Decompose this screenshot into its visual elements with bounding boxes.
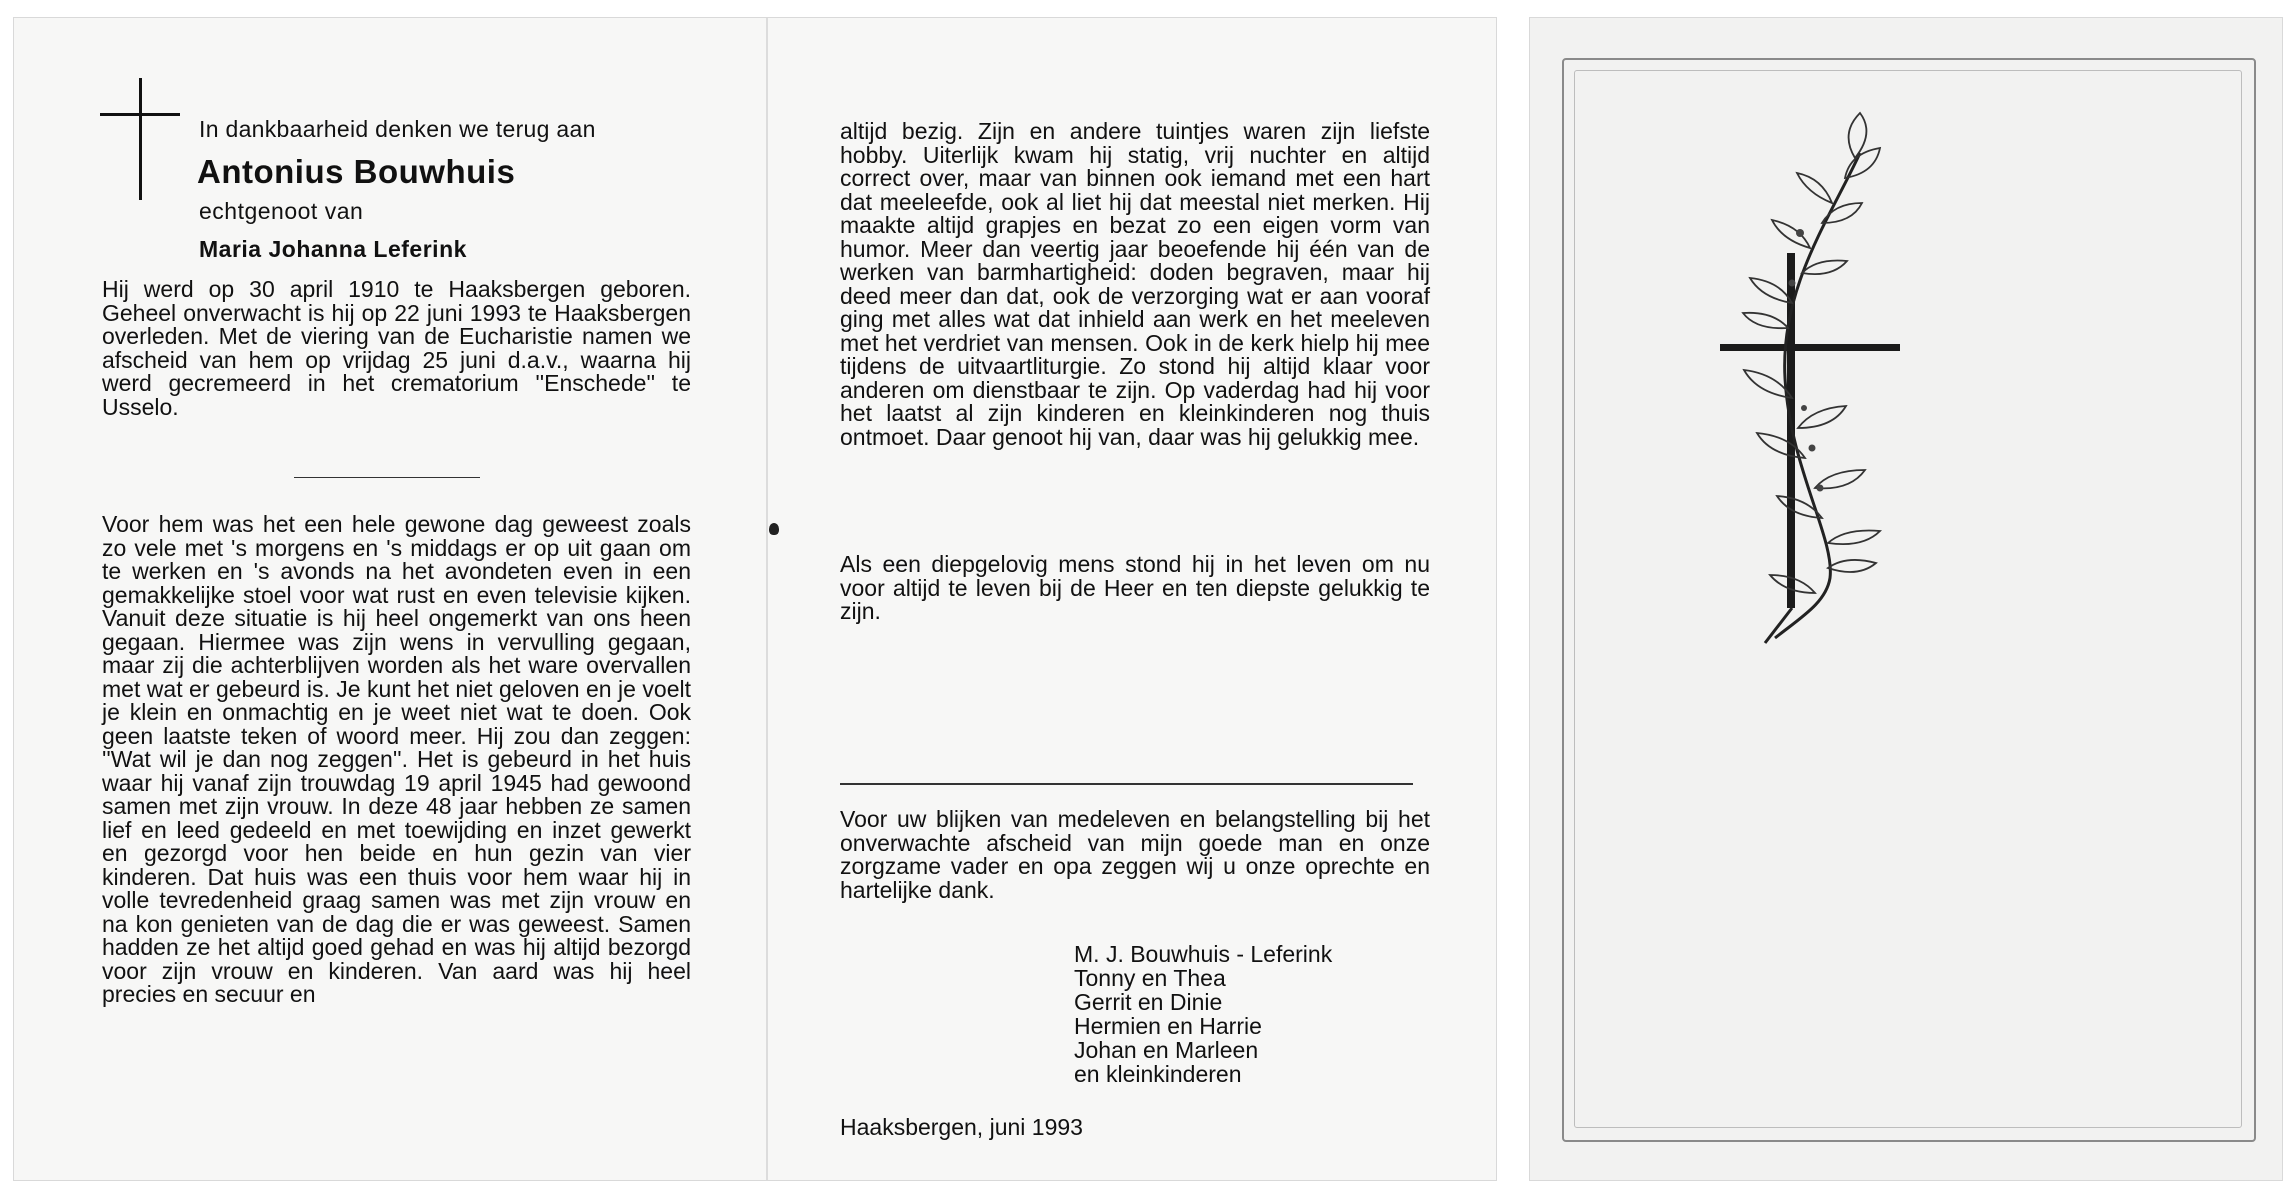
memorial-card-inner <box>14 18 1496 1180</box>
cross-with-palm-branch-icon <box>1530 18 2282 1180</box>
bio-paragraph: Hij werd op 30 april 1910 te Haaksbergen geboren. Geheel onverwacht is hij op 22 juni 1993 te Haaksbergen overleden. Met de viering van de Eucharistie namen we afscheid van hem op vrijdag 25 juni d.a.v., waarna hij werd gecremeerd in het crematorium ''Enschede'' te Usselo. <box>102 276 691 420</box>
short-divider <box>294 477 480 478</box>
signatory-1: M. J. Bouwhuis - Leferink <box>1074 941 1333 967</box>
fold-line <box>766 18 768 1180</box>
cross-icon-vertical <box>139 78 142 200</box>
story-paragraph: Voor hem was het een hele gewone dag geweest zoals zo vele met 's morgens en 's middags er op uit gaan om te werken en 's avonds na het avondeten even in een gemakkelijke stoel voor wat rust en even televisie kijken. Vanuit deze situatie is hij heel ongemerkt van ons heen gegaan. Hiermee was zijn wens in vervulling gegaan, maar zij die achterblijven worden als het ware overvallen met wat er gebeurd is. Je kunt het niet geloven en je voelt je klein en onmachtig en je weet niet wat te doen. Ook geen laatste teken of woord meer. Hij zou dan zeggen: ''Wat wil je dan nog zeggen''. Het is gebeurd in het huis waar hij vanaf zijn trouwdag 19 april 1945 had gewoond samen met zijn vrouw. In deze 48 jaar hebben ze samen lief en leed gedeeld en met toewijding en inzet gewerkt en gezorgd voor hen beide en hun gezin van vier kinderen. Dat huis was een thuis voor hem waar hij in volle tevredenheid graag samen was met zijn vrouw en na kon genieten van de dag die er was geweest. Samen hadden ze het altijd goed gehad en was hij altijd bezorgd voor zijn vrouw en kinderen. Van aard was hij heel precies en secuur en <box>102 511 691 1007</box>
relation-line: echtgenoot van <box>199 198 364 224</box>
signatory-2: Tonny en Thea <box>1074 965 1226 991</box>
thanks-paragraph: Voor uw blijken van medeleven en belangstelling bij het onverwachte afscheid van mijn goede man en onze zorgzame vader en opa zeggen wij u onze oprechte en hartelijke dank. <box>840 806 1430 903</box>
signatory-3: Gerrit en Dinie <box>1074 989 1223 1015</box>
signatory-6: en kleinkinderen <box>1074 1061 1242 1087</box>
deceased-name: Antonius Bouwhuis <box>197 153 516 190</box>
signatory-5: Johan en Marleen <box>1074 1037 1259 1063</box>
signatory-4: Hermien en Harrie <box>1074 1013 1262 1039</box>
memorial-card-front <box>1530 18 2282 1180</box>
long-divider <box>840 783 1413 785</box>
spouse-name: Maria Johanna Leferink <box>199 236 467 262</box>
intro-line: In dankbaarheid denken we terug aan <box>199 116 596 142</box>
cross-icon-horizontal <box>100 113 180 116</box>
faith-paragraph: Als een diepgelovig mens stond hij in het leven om nu voor altijd te leven bij de Heer en ten diepste gelukkig te zijn. <box>840 551 1430 624</box>
continued-paragraph: altijd bezig. Zijn en andere tuintjes waren zijn liefste hobby. Uiterlijk kwam hij statig, vrij nuchter en altijd correct over, maar van binnen ook iemand met een hart dat meeleefde, ook al liet hij dat meestal niet merken. Hij maakte altijd grapjes en bezat zo een eigen vorm van humor. Meer dan veertig jaar beoefende hij één van de werken van barmhartigheid: doden begraven, maar hij deed meer dan dat, ook de verzorging wat er aan vooraf ging met alles wat dat inhield aan werk en het meeleven met het verdriet van mensen. Ook in de kerk hielp hij mee tijdens de uitvaartliturgie. Zo stond hij altijd klaar voor anderen om dienstbaar te zijn. Op vaderdag had hij voor het laatst al zijn kinderen en kleinkinderen nog thuis ontmoet. Daar genoot hij van, daar was hij gelukkig mee. <box>840 118 1430 450</box>
place-date: Haaksbergen, juni 1993 <box>840 1114 1083 1140</box>
paper-speck <box>769 523 779 535</box>
